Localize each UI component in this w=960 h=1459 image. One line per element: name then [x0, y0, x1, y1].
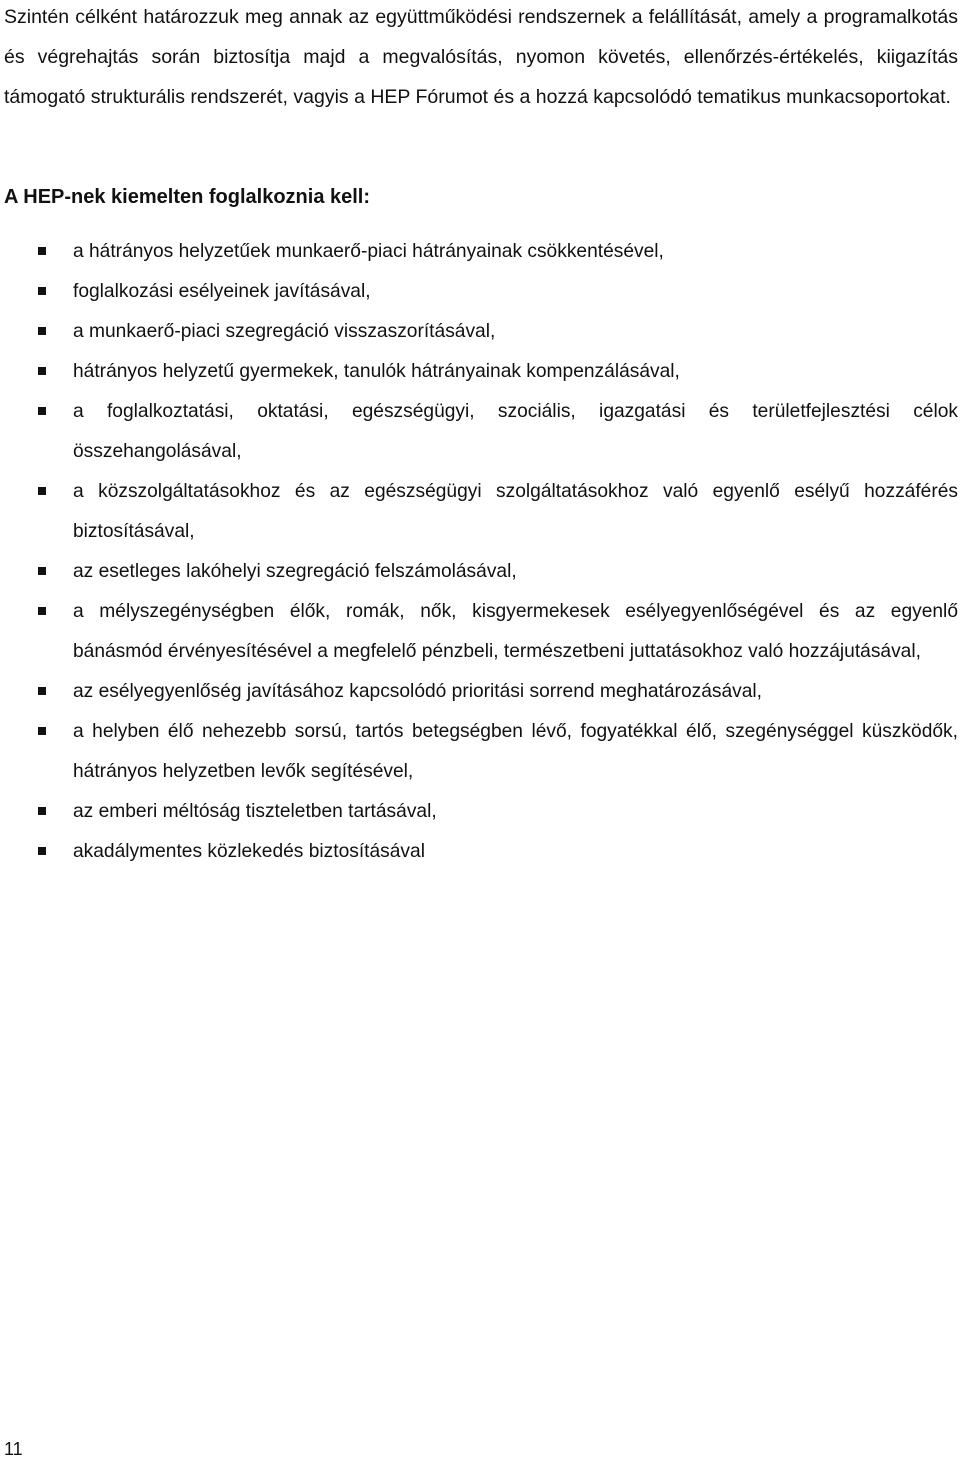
list-item [0, 352, 958, 392]
list-item [0, 712, 958, 792]
list-item-text: az esetleges lakóhelyi szegregáció felszámolásával, [73, 561, 517, 582]
list-item-text: a helyben élő nehezebb sorsú, tartós betegségben lévő, fogyatékkal élő, szegénységgel küszködők, hátrányos helyzetben levők segítésével, [73, 721, 958, 782]
list-item-text: a foglalkoztatási, oktatási, egészségügyi, szociális, igazgatási és területfejlesztési célok összehangolásával, [73, 401, 958, 462]
list-item-text: hátrányos helyzetű gyermekek, tanulók hátrányainak kompenzálásával, [73, 361, 680, 382]
square-bullet-icon [38, 247, 46, 255]
square-bullet-icon [38, 607, 46, 615]
list-item [0, 832, 958, 872]
list-item [0, 232, 958, 272]
list-item [0, 792, 958, 832]
square-bullet-icon [38, 367, 46, 375]
list-item-text: a hátrányos helyzetűek munkaerő-piaci hátrányainak csökkentésével, [73, 241, 664, 262]
list-item [0, 672, 958, 712]
intro-paragraph: Szintén célként határozzuk meg annak az együttműködési rendszernek a felállítását, amely a programalkotás és végrehajtás során biztosítja majd a megvalósítás, nyomon követés, ellenőrzés-értékelés, kiigazítás támogató strukturális rendszerét, vagyis a HEP Fórumot és a hozzá kapcsolódó tematikus munkacsoportokat. [4, 6, 958, 108]
list-item-text: a munkaerő-piaci szegregáció visszaszorításával, [73, 321, 496, 342]
square-bullet-icon [38, 287, 46, 295]
square-bullet-icon [38, 567, 46, 575]
list-item [0, 312, 958, 352]
list-item-text: foglalkozási esélyeinek javításával, [73, 281, 371, 302]
list-item [0, 552, 958, 592]
list-item-text: a mélyszegénységben élők, romák, nők, kisgyermekesek esélyegyenlőségével és az egyenlő bánásmód érvényesítésével a megfelelő pénzbeli, természetbeni juttatásokhoz való hozzájutásával, [73, 601, 958, 662]
bullet-list [0, 232, 960, 872]
page-number: 11 [4, 1439, 23, 1459]
square-bullet-icon [38, 687, 46, 695]
square-bullet-icon [38, 487, 46, 495]
list-item [0, 592, 958, 672]
list-item [0, 272, 958, 312]
list-item [0, 472, 958, 552]
list-item-text: akadálymentes közlekedés biztosításával [73, 841, 425, 862]
section-heading: A HEP-nek kiemelten foglalkoznia kell: [4, 186, 371, 208]
square-bullet-icon [38, 327, 46, 335]
square-bullet-icon [38, 727, 46, 735]
square-bullet-icon [38, 807, 46, 815]
list-item [0, 392, 958, 472]
list-item-text: a közszolgáltatásokhoz és az egészségügyi szolgáltatásokhoz való egyenlő esélyű hozzáférés biztosításával, [73, 481, 958, 542]
square-bullet-icon [38, 847, 46, 855]
list-item-text: az emberi méltóság tiszteletben tartásával, [73, 801, 437, 822]
list-item-text: az esélyegyenlőség javításához kapcsolódó prioritási sorrend meghatározásával, [73, 681, 763, 702]
square-bullet-icon [38, 407, 46, 415]
